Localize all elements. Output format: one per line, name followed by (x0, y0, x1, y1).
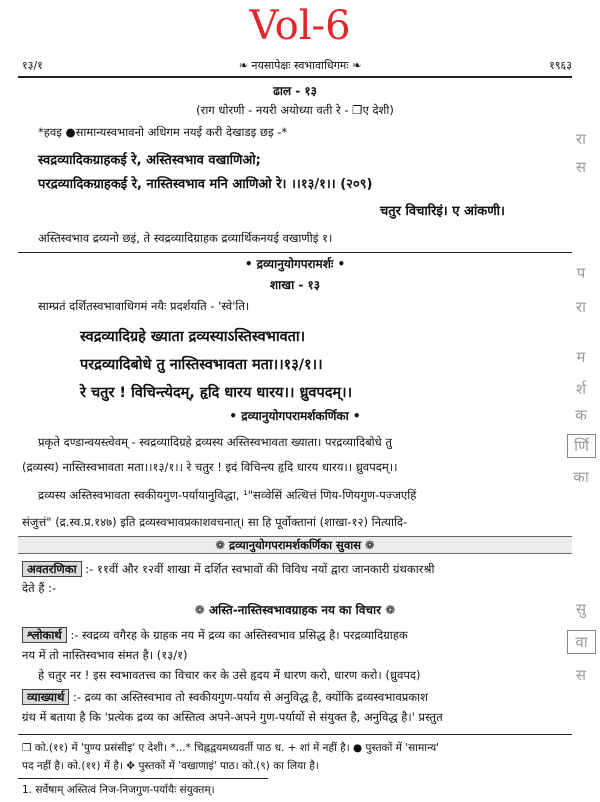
side-label: र्णि (567, 434, 596, 458)
sanskrit-intro: साम्प्रतं दर्शितस्वभावाधिगमं नयैः प्रदर्शयति - 'स्वे'ति। (38, 299, 250, 313)
footnote-line-3: 1. सर्वेषाम् अस्तित्वं निज-निजगुण-पर्यायैः संयुक्तम्। (22, 784, 215, 796)
gujarati-verse-line-2: परद्रव्यादिकग्राहकई रे, नास्तिस्वभाव मनि आणिओ रे। ।।१३/१।। (२०९) (38, 177, 373, 192)
commentary-line-4: संजुत्तं" (द्र.स्व.प्र.१४७) इति द्रव्यस्वभावप्रकाशवचनात्। सा हि पूर्वोक्तानां (शाखा-१२) नित्यादि- (22, 515, 408, 529)
commentary-line-2: (द्रव्यस्य) नास्तिस्वभावता मता।।१३/१।। रे चतुर ! इदं विचिन्त्य हृदि धारय धारय।। ध्रुवपदम्।। (22, 460, 398, 474)
avataranika-text-1: :- ११वीं और १२वीं शाखा में दर्शित स्वभावों की विविध नयों द्वारा जानकारी ग्रंथकारश्री (85, 562, 435, 576)
vyakhyartha-line-1 (22, 689, 428, 705)
dhaal-title: ढाल - १३ (273, 84, 317, 98)
footnote-divider (18, 734, 572, 735)
shlokartha-line-3: हे चतुर नर ! इस स्वभावतत्त्व का विचार कर के उसे हृदय में धारण करो, धारण करो। (ध्रुवपद) (38, 668, 421, 682)
gujarati-verse-refrain: चतुर विचारिइं। ए आंकणी। (380, 204, 505, 219)
avataranika-line-2: देते हैं :- (22, 581, 57, 595)
side-label: र्श (575, 380, 587, 398)
tabo-line: अस्तिस्वभाव द्रव्यनो छइं, ते स्वद्रव्यादिग्राहक द्रव्यार्थिकनयई वखाणीइं १। (38, 231, 333, 245)
side-label: क (575, 406, 587, 424)
volume-label: Vol-6 (249, 3, 351, 49)
section-divider (18, 252, 572, 253)
header-rule (18, 76, 572, 78)
commentary-line-3: द्रव्यस्य अस्तिस्वभावता स्वकीयगुण-पर्यायानुविद्धा, ¹"सव्वेसिं अत्थित्तं णिय-णियगुण-पज्जएहिं (38, 488, 417, 502)
shlokartha-line-2: नय में तो नास्तिस्वभाव संमत है। (१३/१) (22, 648, 188, 662)
karnika-title: • द्रव्यानुयोगपरामर्शकर्णिका • (229, 409, 361, 423)
shlokartha-text-1: :- स्वद्रव्य वगैरह के ग्राहक नय में द्रव्य का अस्तिस्वभाव प्रसिद्ध है। परद्रव्यादिग्राहक (70, 628, 408, 642)
footnote-short-rule (18, 778, 268, 779)
side-label: प (576, 264, 586, 282)
side-label: स (575, 666, 587, 684)
avataranika-line-1 (22, 561, 435, 577)
topic-title: ❁ अस्ति-नास्तिस्वभावग्राहक नय का विचार ❁ (194, 603, 396, 617)
footnote-line-1: ❒ को.(११) में 'पुण्य प्रसंसीइ' ए देशी। *...* चिह्नद्वयमध्यवर्ती पाठ ध. + शां में नहीं है। ● पुस्तकों में 'सामान्य' (22, 742, 440, 754)
suvas-banner: ❁ द्रव्यानुयोगपरामर्शकर्णिका सुवास ❁ (18, 536, 572, 554)
sanskrit-verse-line-1: स्वद्रव्यादिग्रहे ख्याता द्रव्यस्याऽस्तिस्वभावता। (80, 329, 306, 345)
side-label: रा (575, 298, 587, 316)
header-page-number: १९६३ (549, 59, 572, 72)
vyakhyartha-line-2: ग्रंथ में बताया है कि 'प्रत्येक द्रव्य का अस्तित्व अपने-अपने गुण-पर्यायों से संयुक्त है, अनुविद्ध है।' प्रस्तुत (22, 710, 443, 724)
vyakhyartha-text-1: :- द्रव्य का अस्तिस्वभाव तो स्वकीयगुण-पर्याय से अनुविद्ध है, क्योंकि द्रव्यस्वभावप्रकाश (72, 690, 428, 704)
header-chapter-number: १३/१ (22, 59, 43, 72)
header-title: ❧ नयसापेक्षः स्वभावाधिगमः ❧ (238, 59, 362, 72)
footnote-line-2: पद नहीं है। को.(११) में है। ✥ पुस्तकों में 'वखाणाइं' पाठ। को.(९) का लिया है। (22, 760, 319, 772)
intro-line: *हवइ ●सामान्यस्वभावनो अधिगम नयई करी देखाडइ छइ -* (38, 125, 288, 139)
side-label: स (575, 158, 587, 176)
side-label: रा (575, 130, 587, 148)
side-label: का (573, 468, 589, 486)
shlokartha-tag: श्लोकार्थ (22, 627, 67, 643)
side-label: सु (575, 600, 587, 618)
side-label: म (576, 348, 586, 366)
shakha-number: शाखा - १३ (269, 278, 320, 292)
sanskrit-verse-line-3: रे चतुर ! विचिन्त्येदम्, हृदि धारय धारय।। ध्रुवपदम्।। (80, 385, 353, 401)
side-label: वा (567, 630, 596, 654)
shlokartha-line-1 (22, 627, 408, 643)
gujarati-verse-line-1: स्वद्रव्यादिकग्राहकई रे, अस्तिस्वभाव वखाणिओ; (38, 153, 261, 168)
vyakhyartha-tag: व्याख्यार्थ (22, 689, 69, 705)
commentary-line-1: प्रकृते दण्डान्वयस्त्वेवम् - स्वद्रव्यादिग्रहे द्रव्यस्य अस्तिस्वभावता ख्याता। परद्रव्यादिबोधे तु (38, 435, 392, 449)
raga-line: (राग धोरणी - नयरी अयोध्या वती रे - ❒ए देशी) (196, 103, 394, 117)
sanskrit-verse-line-2: परद्रव्यादिबोधे तु नास्तिस्वभावता मता।।१३/१।। (80, 357, 323, 373)
paramarsha-title: • द्रव्यानुयोगपरामर्शः • (244, 257, 346, 271)
avataranika-tag: अवतरणिका (22, 561, 82, 577)
